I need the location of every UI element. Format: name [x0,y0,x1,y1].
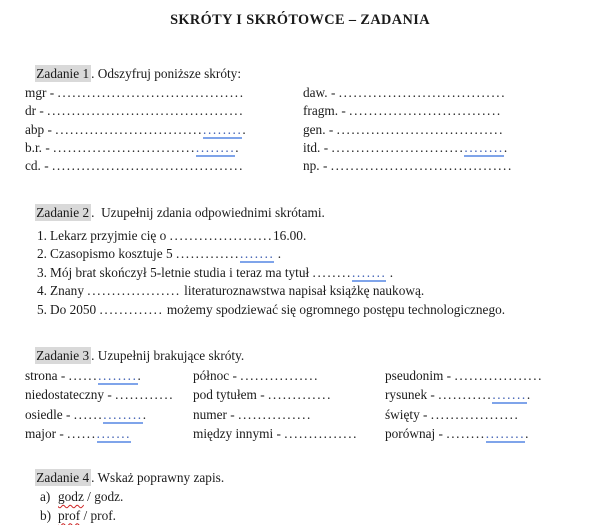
dots-leader: ............ [115,387,174,402]
row-post-text: . [143,407,146,422]
item-number: 5. [37,301,50,319]
document-title: SKRÓTY I SKRÓTOWCE – ZADANIA [0,12,600,29]
task3-column [385,366,543,443]
abbreviation-row [303,157,513,175]
separator: - [58,368,69,383]
separator: - [338,103,349,118]
separator: - [104,387,115,402]
separator: - [63,407,74,422]
option-rest-text: / prof. [80,508,116,523]
task1-label: Zadanie 1 [35,65,91,82]
term-label: pod tytułem [193,387,257,402]
sentence-item [37,245,505,263]
dots-leader: ........ [446,426,485,441]
term-row [25,385,193,404]
term-label: major [25,426,56,441]
term-row [193,424,385,443]
row-post-text: . [138,368,141,383]
dots-leader: ................... [87,283,181,298]
dots-leader: ........... [438,387,492,402]
misspelled-word: godz [58,489,84,504]
separator: - [320,158,331,173]
abbreviation-label: abp [25,122,44,137]
option-item [40,488,123,507]
task3-column [25,366,193,443]
dots-leader: .................. [454,368,543,383]
abbreviation-row [25,121,303,139]
sentence-text: Mój brat skończył 5-letnie studia i teraz ma tytuł [50,265,313,280]
abbreviation-row [303,84,513,102]
separator: - [41,158,52,173]
row-post-text: . [235,140,238,155]
term-row [193,385,385,404]
sentence-text: Lekarz przyjmie cię o [50,228,170,243]
dots-leader: ............. [176,246,240,261]
dots-leader: ..................... [170,228,273,243]
sentence-item [37,264,505,282]
dots-leader: ............... [284,426,358,441]
grammar-marked-dots: ........ [98,368,137,385]
dots-leader: ...... [67,426,97,441]
separator: - [273,426,284,441]
separator: - [44,122,55,137]
abbreviation-label: np. [303,158,320,173]
dots-leader: ...... [69,368,99,383]
term-row [385,366,543,385]
task2-label: Zadanie 2 [35,204,91,221]
row-post-text: . [386,265,393,280]
task1-instruction: . Odszyfruj poniższe skróty: [91,66,241,81]
row-post-text: 16.00. [273,228,306,243]
abbreviation-row [303,139,513,157]
grammar-marked-dots: ........ [464,140,503,157]
term-label: święty [385,407,420,422]
grammar-marked-dots: ........ [196,140,235,157]
separator: - [227,407,238,422]
term-label: pseudonim [385,368,443,383]
grammar-marked-dots: ........ [103,407,142,424]
abbreviation-label: fragm. [303,103,338,118]
separator: - [427,387,438,402]
dots-leader: ...................................... [58,85,245,100]
row-post-text: . [525,426,528,441]
dots-leader: ...... [74,407,104,422]
task4-option-list [40,488,123,525]
option-rest-text: / godz. [84,489,124,504]
grammar-marked-dots: ....... [97,426,131,443]
term-row [193,366,385,385]
task1-column-left [25,84,303,175]
term-label: osiedle [25,407,63,422]
row-post-text: . [242,122,245,137]
item-number: 2. [37,245,50,263]
item-number: 3. [37,264,50,282]
sentence-text: Do 2050 [50,302,100,317]
abbreviation-label: dr [25,103,36,118]
dots-leader: ............................... [349,103,502,118]
separator: - [435,426,446,441]
task4-label: Zadanie 4 [35,469,91,486]
abbreviation-label: itd. [303,140,320,155]
item-number: 1. [37,227,50,245]
dots-leader: .................................. [339,85,506,100]
item-letter: b) [40,507,58,525]
dots-leader: ............. [100,302,164,317]
dots-leader: ........................... [331,140,464,155]
sentence-text: Znany [50,283,87,298]
dots-leader: ....................................... [52,158,244,173]
dots-leader: .................................. [337,122,504,137]
abbreviation-row [25,139,303,157]
abbreviation-label: mgr [25,85,46,100]
dots-leader: ........ [313,265,352,280]
grammar-marked-dots: ....... [352,265,386,282]
abbreviation-label: daw. [303,85,328,100]
separator: - [36,103,47,118]
dots-leader: ..................................... [331,158,513,173]
abbreviation-label: gen. [303,122,326,137]
term-label: niedostateczny [25,387,104,402]
term-label: między innymi [193,426,273,441]
row-post-text: . [527,387,530,402]
grammar-marked-dots: ....... [492,387,526,404]
term-row [25,366,193,385]
term-row [25,424,193,443]
separator: - [56,426,67,441]
abbreviation-label: cd. [25,158,41,173]
misspelled-word: prof [58,508,80,523]
task3-label: Zadanie 3 [35,347,91,364]
task3-terms-grid [25,366,543,443]
abbreviation-row [303,121,513,139]
separator: - [420,407,431,422]
task3-instruction: . Uzupełnij brakujące skróty. [91,348,244,363]
sentence-text: Czasopismo kosztuje 5 [50,246,176,261]
dots-leader: .................. [431,407,520,422]
grammar-marked-dots: ....... [240,246,274,263]
separator: - [42,140,53,155]
dots-leader: ........................................ [47,103,244,118]
term-row [385,385,543,404]
task1-column-right [303,84,513,175]
task4-instruction: . Wskaż poprawny zapis. [91,470,224,485]
term-label: porównaj [385,426,435,441]
sentence-item [37,282,505,300]
option-item [40,507,123,525]
task3-column [193,366,385,443]
term-label: numer [193,407,227,422]
separator: - [320,140,331,155]
abbreviation-row [25,84,303,102]
sentence-item [37,227,505,245]
term-label: północ [193,368,229,383]
term-row [25,405,193,424]
task1-abbreviation-grid [25,84,513,175]
term-row [385,424,543,443]
abbreviation-row [303,102,513,120]
term-row [193,405,385,424]
grammar-marked-dots: ........ [486,426,525,443]
dots-leader: ............. [268,387,332,402]
task2-sentence-list [37,227,505,319]
dots-leader: ............................. [53,140,196,155]
item-number: 4. [37,282,50,300]
task2-instruction: . Uzupełnij zdania odpowiednimi skrótami. [91,205,325,220]
separator: - [46,85,57,100]
row-post-text: . [274,246,281,261]
abbreviation-row [25,102,303,120]
sentence-item [37,301,505,319]
row-post-text: . [504,140,507,155]
dots-leader: .............................. [55,122,203,137]
grammar-marked-dots: ........ [203,122,242,139]
row-post-text: możemy spodziewać się ogromnego postępu technologicznego. [164,302,506,317]
item-letter: a) [40,488,58,507]
row-post-text: literaturoznawstwa napisał książkę naukową. [181,283,424,298]
separator: - [326,122,337,137]
abbreviation-row [25,157,303,175]
term-row [385,405,543,424]
dots-leader: ................ [240,368,319,383]
separator: - [443,368,454,383]
separator: - [257,387,268,402]
term-label: strona [25,368,58,383]
separator: - [328,85,339,100]
dots-leader: ............... [238,407,312,422]
term-label: rysunek [385,387,427,402]
separator: - [229,368,240,383]
abbreviation-label: b.r. [25,140,42,155]
